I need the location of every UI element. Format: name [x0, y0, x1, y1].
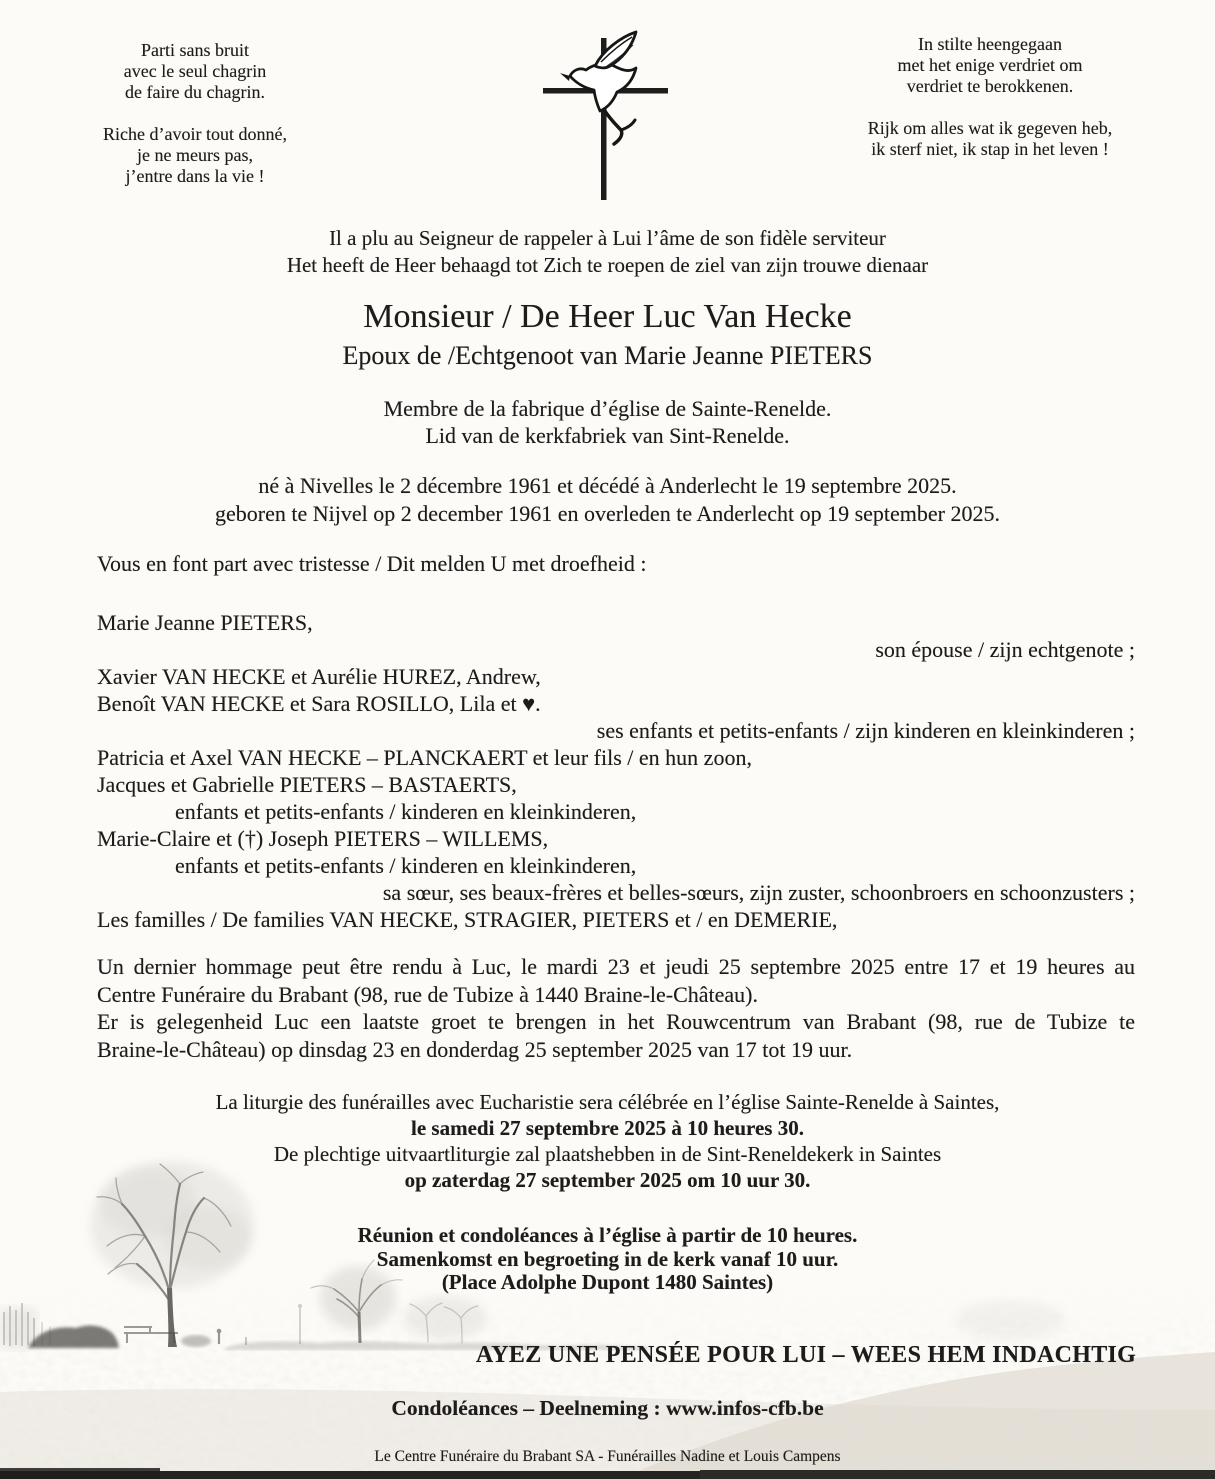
liturgy-nl: De plechtige uitvaartliturgie zal plaatshebben in de Sint-Reneldekerk in Saintes	[273, 1142, 942, 1166]
poem-line: Parti sans bruit	[141, 40, 249, 60]
tribute-line: Un dernier hommage peut être rendu à Luc, le mardi 23 et jeudi 25 septembre 2025 entre 17 et 19 heures au	[97, 954, 1135, 979]
family-relation-line: enfants et petits-enfants / kinderen en kleinkinderen,	[175, 853, 637, 878]
poem-line: Rijk om alles wat ik gegeven heb,	[867, 118, 1113, 138]
tribute-line: Centre Funéraire du Brabant (98, rue de Tubize à 1440 Braine-le-Château).	[97, 981, 759, 1007]
life-dates-fr: né à Nivelles le 2 décembre 1961 et décédé à Anderlecht le 19 septembre 2025.	[258, 473, 957, 498]
family-line: Patricia et Axel VAN HECKE – PLANCKAERT et leur fils / en hun zoon,	[97, 745, 752, 770]
dutch-epitaph-poem	[845, 34, 1135, 160]
family-line: Les familles / De families VAN HECKE, STRAGIER, PIETERS et / en DEMERIE,	[97, 907, 838, 932]
life-dates-nl: geboren te Nijvel op 2 december 1961 en overleden te Anderlecht op 19 september 2025.	[214, 500, 1001, 526]
opening-sentence-fr: Il a plu au Seigneur de rappeler à Lui l’âme de son fidèle serviteur	[329, 226, 886, 250]
family-list	[97, 609, 1135, 933]
life-dates	[0, 472, 1215, 527]
family-relation-line: enfants et petits-enfants / kinderen en kleinkinderen,	[175, 799, 637, 824]
poem-line: je ne meurs pas,	[137, 145, 253, 165]
poem-line: Riche d’avoir tout donné,	[103, 124, 287, 144]
opening-sentence	[0, 225, 1215, 279]
spouse-line: Epoux de /Echtgenoot van Marie Jeanne PIETERS	[342, 341, 873, 370]
poem-line: met het enige verdriet om	[897, 55, 1083, 75]
membership-nl: Lid van de kerkfabriek van Sint-Renelde.	[425, 423, 790, 448]
liturgy-date-nl: op zaterdag 27 september 2025 om 10 uur 30.	[404, 1168, 811, 1192]
cross-and-dove-emblem	[537, 26, 677, 211]
gathering-block	[0, 1224, 1215, 1295]
opening-sentence-nl: Het heeft de Heer behaagd tot Zich te roepen de ziel van zijn trouwe dienaar	[286, 253, 929, 277]
family-relation-line: sa sœur, ses beaux-frères et belles-sœurs, zijn zuster, schoonbroers en schoonzusters ;	[382, 880, 1135, 905]
poem-line: de faire du chagrin.	[125, 82, 265, 102]
family-relation-line: ses enfants et petits-enfants / zijn kinderen en kleinkinderen ;	[596, 718, 1135, 743]
final-tribute-paragraphs	[97, 953, 1135, 1063]
family-line: Benoît VAN HECKE et Sara ROSILLO, Lila et ♥.	[97, 691, 541, 716]
poem-line: ik sterf niet, ik stap in het leven !	[871, 139, 1109, 159]
remembrance-line: AYEZ UNE PENSÉE POUR LUI – WEES HEM INDACHTIG	[475, 1342, 1137, 1368]
poem-line: In stilte heengegaan	[918, 34, 1062, 54]
gathering-nl: Samenkomst en begroeting in de kerk vanaf 10 uur.	[376, 1246, 839, 1271]
condolences-website-line: Condoléances – Deelneming : www.infos-cfb.be	[391, 1396, 824, 1420]
poem-line: avec le seul chagrin	[123, 61, 267, 81]
family-line: Marie-Claire et (†) Joseph PIETERS – WILLEMS,	[97, 826, 549, 851]
french-epitaph-poem	[57, 40, 333, 187]
tribute-line: Er is gelegenheid Luc een laatste groet te brengen in het Rouwcentrum van Brabant (98, rue de Tubize te	[97, 1009, 1135, 1034]
deceased-name: Monsieur / De Heer Luc Van Hecke	[363, 298, 852, 335]
family-relation-line: son épouse / zijn echtgenote ;	[875, 637, 1135, 662]
funeral-home-credit: Le Centre Funéraire du Brabant SA - Funérailles Nadine et Louis Campens	[374, 1448, 841, 1465]
family-line: Xavier VAN HECKE et Aurélie HUREZ, Andrew,	[97, 664, 541, 689]
poem-line: j’entre dans la vie !	[125, 166, 265, 186]
family-line: Jacques et Gabrielle PIETERS – BASTAERTS,	[97, 772, 517, 797]
gathering-fr: Réunion et condoléances à l’église à partir de 10 heures.	[357, 1223, 858, 1247]
family-announcement-intro: Vous en font part avec tristesse / Dit melden U met droefheid :	[97, 551, 647, 576]
funeral-liturgy-block	[0, 1089, 1215, 1193]
liturgy-date-fr: le samedi 27 septembre 2025 à 10 heures 30.	[411, 1116, 804, 1140]
family-line: Marie Jeanne PIETERS,	[97, 610, 313, 635]
membership-fr: Membre de la fabrique d’église de Sainte-Renelde.	[383, 396, 832, 421]
poem-line: verdriet te berokkenen.	[906, 76, 1074, 96]
gathering-place: (Place Adolphe Dupont 1480 Saintes)	[441, 1270, 774, 1294]
liturgy-fr: La liturgie des funérailles avec Eucharistie sera célébrée en l’église Sainte-Renelde à Saintes,	[215, 1090, 1000, 1114]
tribute-line: Braine-le-Château) op dinsdag 23 en donderdag 25 september 2025 van 17 tot 19 uur.	[97, 1036, 853, 1062]
membership-lines	[0, 395, 1215, 449]
